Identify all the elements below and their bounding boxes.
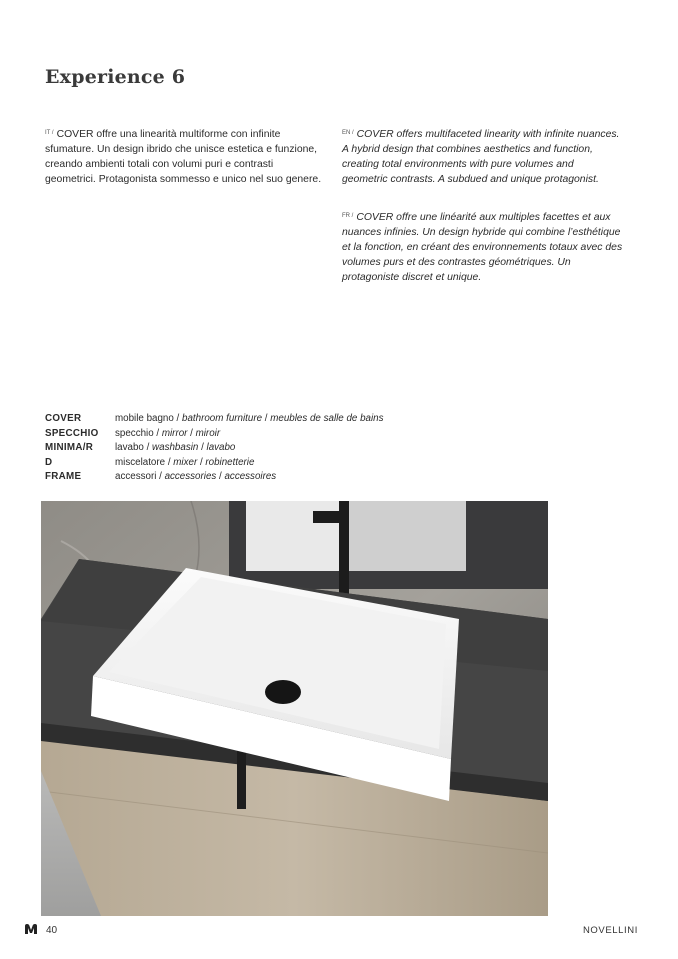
intro-text-it: COVER offre una linearità multiforme con infinite sfumature. Un design ibrido che unisce estetica e funzione, creando ambienti totali con volumi puri e contrasti geometrici. Protagonista sommesso e unico nel suo genere. (45, 129, 322, 185)
intro-english (342, 127, 622, 187)
intro-text-fr: COVER offre une linéarité aux multiples facettes et aux nuances infinies. Un design hybride qui combine l’esthétique et la fonction, en créant des environnements totaux avec des volumes purs et des contrastes géométriques. Un protagoniste discret et unique. (342, 212, 623, 283)
spec-row (45, 412, 384, 427)
spec-label: D (45, 456, 53, 468)
spec-row (45, 470, 384, 485)
spec-label: SPECCHIO (45, 427, 99, 439)
language-tag-en: EN / (342, 130, 354, 136)
spec-label: MINIMA/R (45, 442, 94, 454)
novellini-logo-icon (25, 924, 37, 934)
spec-label: COVER (45, 413, 82, 424)
intro-text-en: COVER offers multifaceted linearity with infinite nuances. A hybrid design that combines aesthetics and function, creating total environments with pure volumes and geometric contrasts. A subdued and unique protagonist. (342, 129, 620, 185)
page-number: 40 (46, 925, 58, 936)
language-tag-fr: FR / (342, 213, 354, 219)
product-photo (41, 501, 548, 916)
spec-value: mobile bagno / bathroom furniture / meubles de salle de bains (115, 413, 384, 424)
spec-value: accessori / accessories / accessoires (115, 471, 277, 483)
product-specs (45, 412, 384, 485)
intro-french (342, 210, 627, 285)
spec-value: lavabo / washbasin / lavabo (115, 442, 236, 454)
page-title: Experience 6 (45, 66, 186, 88)
spec-value: specchio / mirror / miroir (115, 427, 221, 439)
spec-label: FRAME (45, 471, 82, 483)
spec-row (45, 456, 384, 471)
intro-italian (45, 127, 325, 187)
brand-name: NOVELLINI (582, 925, 638, 936)
language-tag-it: IT / (45, 130, 54, 136)
spec-row (45, 427, 384, 442)
spec-value: miscelatore / mixer / robinetterie (115, 456, 255, 468)
spec-row (45, 441, 384, 456)
